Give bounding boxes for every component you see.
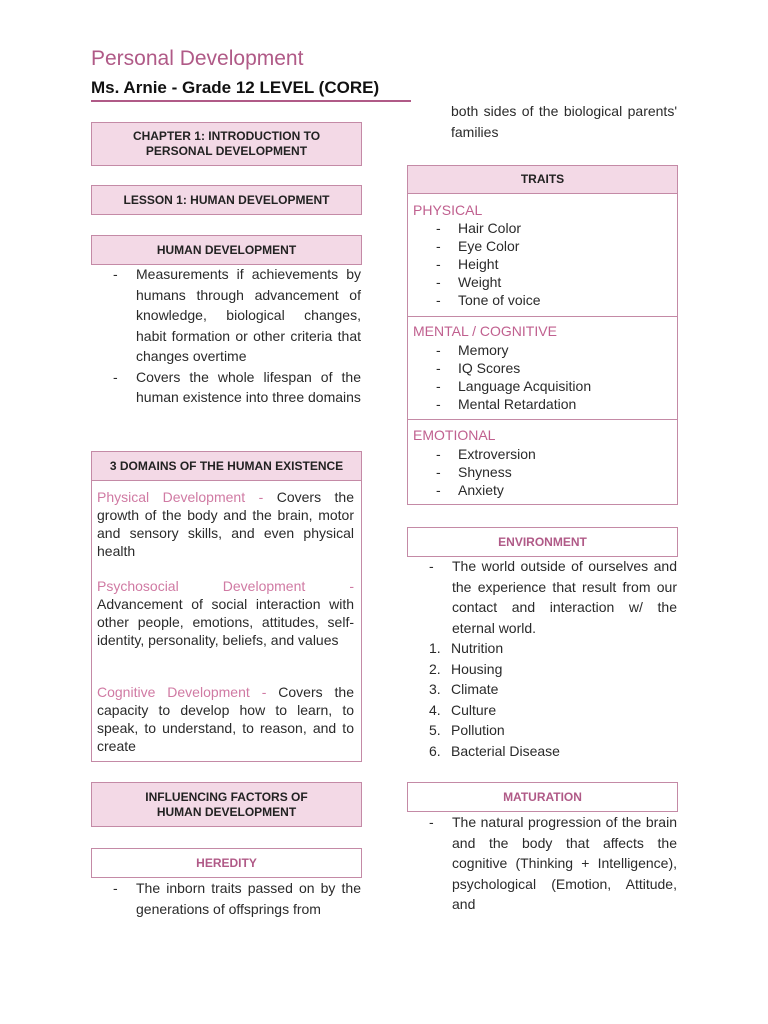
list-text: Climate (451, 681, 499, 697)
document-subtitle: Ms. Arnie - Grade 12 LEVEL (CORE) (91, 78, 380, 97)
emotional-traits-list (436, 445, 666, 499)
domains-heading (91, 451, 362, 481)
chapter-heading-text: CHAPTER 1: INTRODUCTION TO PERSONAL DEVELOPMENT (132, 129, 321, 158)
list-text: Pollution (451, 722, 505, 738)
list-item: - The world outside of ourselves and the experience that result from our contact and interaction w/ the eternal world. (429, 556, 677, 638)
list-item: - Weight (436, 273, 666, 291)
document-title: Personal Development (91, 47, 304, 70)
mental-traits-list (436, 341, 666, 413)
list-item (429, 741, 677, 762)
list-number: 5. (429, 722, 441, 738)
domain-description: Advancement of social interaction with other people, emotions, attitudes, self-identity, personality, beliefs, and values (97, 596, 354, 648)
domain-term: Psychosocial Development - (97, 578, 354, 594)
list-item: - Covers the whole lifespan of the human existence into three domains (113, 367, 361, 408)
traits-divider (407, 316, 678, 317)
list-item (429, 659, 677, 680)
chapter-heading (91, 122, 362, 166)
traits-heading (407, 165, 678, 194)
list-item: - Hair Color (436, 219, 666, 237)
list-item: - The natural progression of the brain and the body that affects the cognitive (Thinking + Intelligence), psychological (Emotion, Attitude, and (429, 812, 677, 915)
list-item: - Extroversion (436, 445, 666, 463)
human-development-heading (91, 235, 362, 265)
heredity-heading-text: HEREDITY (196, 855, 257, 870)
list-item: - IQ Scores (436, 359, 666, 377)
domain-term: Cognitive Development - (97, 684, 267, 700)
list-item (429, 720, 677, 741)
list-item: - Language Acquisition (436, 377, 666, 395)
list-item: - Anxiety (436, 481, 666, 499)
human-development-heading-text: HUMAN DEVELOPMENT (156, 242, 297, 257)
list-number: 6. (429, 742, 441, 759)
list-number: 2. (429, 660, 441, 677)
maturation-list (429, 812, 677, 915)
list-text: Housing (451, 660, 503, 677)
list-item: - Height (436, 255, 666, 273)
traits-heading-text: TRAITS (520, 172, 565, 186)
heredity-list (113, 878, 361, 919)
list-item: - The inborn traits passed on by the generations of offsprings from (113, 878, 361, 919)
maturation-heading-text: MATURATION (503, 789, 582, 804)
title-underline (91, 100, 411, 102)
list-text: Nutrition (451, 640, 504, 656)
maturation-heading (407, 782, 678, 812)
physical-traits-list (436, 219, 666, 309)
list-item (429, 700, 677, 721)
environment-numbered-list (429, 638, 677, 761)
heredity-heading (91, 848, 362, 878)
influencing-factors-heading (91, 782, 362, 827)
trait-category-physical: PHYSICAL (413, 202, 483, 218)
list-item: - Memory (436, 341, 666, 359)
environment-heading-text: ENVIRONMENT (498, 534, 587, 549)
trait-category-emotional: EMOTIONAL (413, 427, 496, 443)
list-item: - Mental Retardation (436, 395, 666, 413)
list-number: 4. (429, 701, 441, 718)
lesson-heading-text: LESSON 1: HUMAN DEVELOPMENT (123, 192, 330, 207)
lesson-heading (91, 185, 362, 215)
domain-psychosocial (97, 577, 354, 649)
list-item: - Measurements if achievements by humans through advancement of knowledge, biological changes, habit formation or other criteria that changes overtime (113, 264, 361, 367)
trait-category-mental: MENTAL / COGNITIVE (413, 323, 557, 339)
influencing-factors-heading-text: INFLUENCING FACTORS OF HUMAN DEVELOPMENT (145, 789, 308, 819)
list-item: - Shyness (436, 463, 666, 481)
domain-term: Physical Development - (97, 489, 264, 505)
list-text: Culture (451, 701, 497, 718)
environment-heading (407, 527, 678, 557)
domain-physical (97, 488, 354, 560)
traits-divider (407, 419, 678, 420)
list-item (429, 638, 677, 659)
domain-cognitive (97, 683, 354, 755)
human-development-list (113, 264, 361, 408)
domain-description: Covers the growth of the body and the brain, motor and sensory skills, and even physical health (97, 489, 355, 559)
list-item: - Tone of voice (436, 291, 666, 309)
heredity-continuation: both sides of the biological parents' families (451, 103, 677, 140)
domains-heading-text: 3 DOMAINS OF THE HUMAN EXISTENCE (109, 458, 344, 473)
list-text: Bacterial Disease (451, 742, 560, 759)
list-number: 1. (429, 640, 441, 656)
list-number: 3. (429, 681, 441, 697)
domain-description: Covers the capacity to develop how to learn, to speak, to understand, to reason, and to create (97, 684, 355, 754)
list-item: - Eye Color (436, 237, 666, 255)
list-item (429, 679, 677, 700)
environment-list (429, 556, 677, 638)
